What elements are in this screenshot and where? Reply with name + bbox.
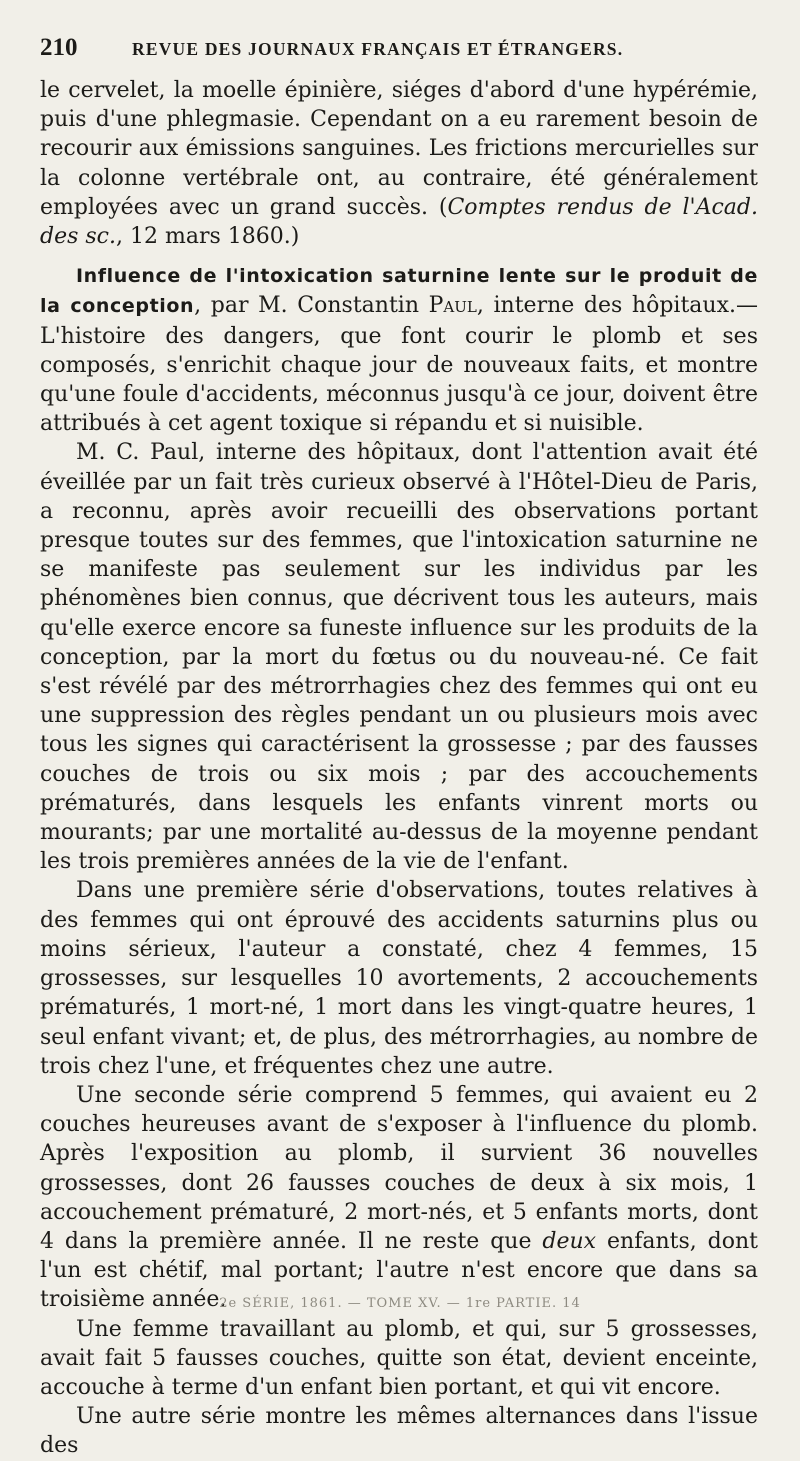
citation-date: , 12 mars 1860.) <box>116 224 300 250</box>
citation-source: Comptes rendus de l'Acad. des sc. <box>40 194 758 250</box>
paragraph-another-series: Une autre série montre les mêmes alternances dans l'issue des <box>40 1404 758 1459</box>
paragraph-single-case: Une femme travaillant au plomb, et qui, sur 5 grossesses, avait fait 5 fausses couches, quitte son état, devient enceinte, accouche à terme d'un enfant bien portant, et qui vit encore. <box>40 1316 758 1400</box>
journal-title: REVUE DES JOURNAUX FRANÇAIS ET ÉTRANGERS. <box>132 39 624 59</box>
emphasis-deux: deux <box>542 1228 597 1254</box>
continued-paragraph <box>40 76 758 251</box>
signature-footer: 2e SÉRIE, 1861. — TOME XV. — 1re PARTIE. 14 <box>219 1296 581 1311</box>
second-series-text: Une seconde série comprend 5 femmes, qui avaient eu 2 couches heureuses avant de s'exposer à l'influence du plomb. Après l'exposition au plomb, il survient 36 nouvelles grossesses, dont 26 fausses couches de deux à six mois, 1 accouchement prématuré, 2 mort-nés, et 5 enfants morts, dont 4 dans la première année. Il ne reste que <box>40 1082 758 1254</box>
second-series-tail: enfants, dont l'un est chétif, mal portant; l'autre n'est encore que dans sa troisième année. <box>40 1228 758 1313</box>
article-heading: Influence de l'intoxication saturnine lente sur le produit de la conception <box>40 265 758 318</box>
author-name: Paul <box>428 293 477 319</box>
article-intro-paragraph <box>40 261 758 438</box>
continued-text: le cervelet, la moelle épinière, siéges d'abord d'une hypérémie, puis d'une phlegmasie. Cependant on a eu rarement besoin de recourir aux émissions sanguines. Les frictions mercurielles sur la colonne vertébrale ont, au contraire, été généralement employées avec un grand succès. ( <box>40 78 758 220</box>
byline-suffix: , interne des hôpitaux.— L'histoire des dangers, que font courir le plomb et ses composés, s'enrichit chaque jour de nouveaux faits, et montre qu'une foule d'accidents, méconnus jusqu'à ce jour, doivent être attribués à cet agent toxique si répandu et si nuisible. <box>40 293 758 437</box>
byline-prefix: , par M. Constantin <box>194 293 429 319</box>
page-number: 210 <box>40 34 78 61</box>
running-header <box>40 34 758 76</box>
paragraph-first-series: Dans une première série d'observations, toutes relatives à des femmes qui ont éprouvé des accidents saturnins plus ou moins sérieux, l'auteur a constaté, chez 4 femmes, 15 grossesses, sur lesquelles 10 avortements, 2 accouchements prématurés, 1 mort-né, 1 mort dans les vingt-quatre heures, 1 seul enfant vivant; et, de plus, des métrorrhagies, au nombre de trois chez l'une, et fréquentes chez une autre. <box>40 878 758 1079</box>
paragraph-second-series <box>40 1081 758 1315</box>
paragraph-observation: M. C. Paul, interne des hôpitaux, dont l'attention avait été éveillée par un fait très curieux observé à l'Hôtel-Dieu de Paris, a reconnu, après avoir recueilli des observations portant presque toutes sur des femmes, que l'intoxication saturnine ne se manifeste pas seulement sur les individus par les phénomènes bien connus, que décrivent tous les auteurs, mais qu'elle exerce encore sa funeste influence sur les produits de la conception, par la mort du fœtus ou du nouveau-né. Ce fait s'est révélé par des métrorrhagies chez des femmes qui ont eu une suppression des règles pendant un ou plusieurs mois avec tous les signes qui caractérisent la grossesse ; par des fausses couches de trois ou six mois ; par des accouchements prématurés, dans lesquels les enfants vinrent morts ou mourants; par une mortalité au-dessus de la moyenne pendant les trois premières années de la vie de l'enfant. <box>40 440 758 875</box>
page-body <box>40 76 758 1461</box>
